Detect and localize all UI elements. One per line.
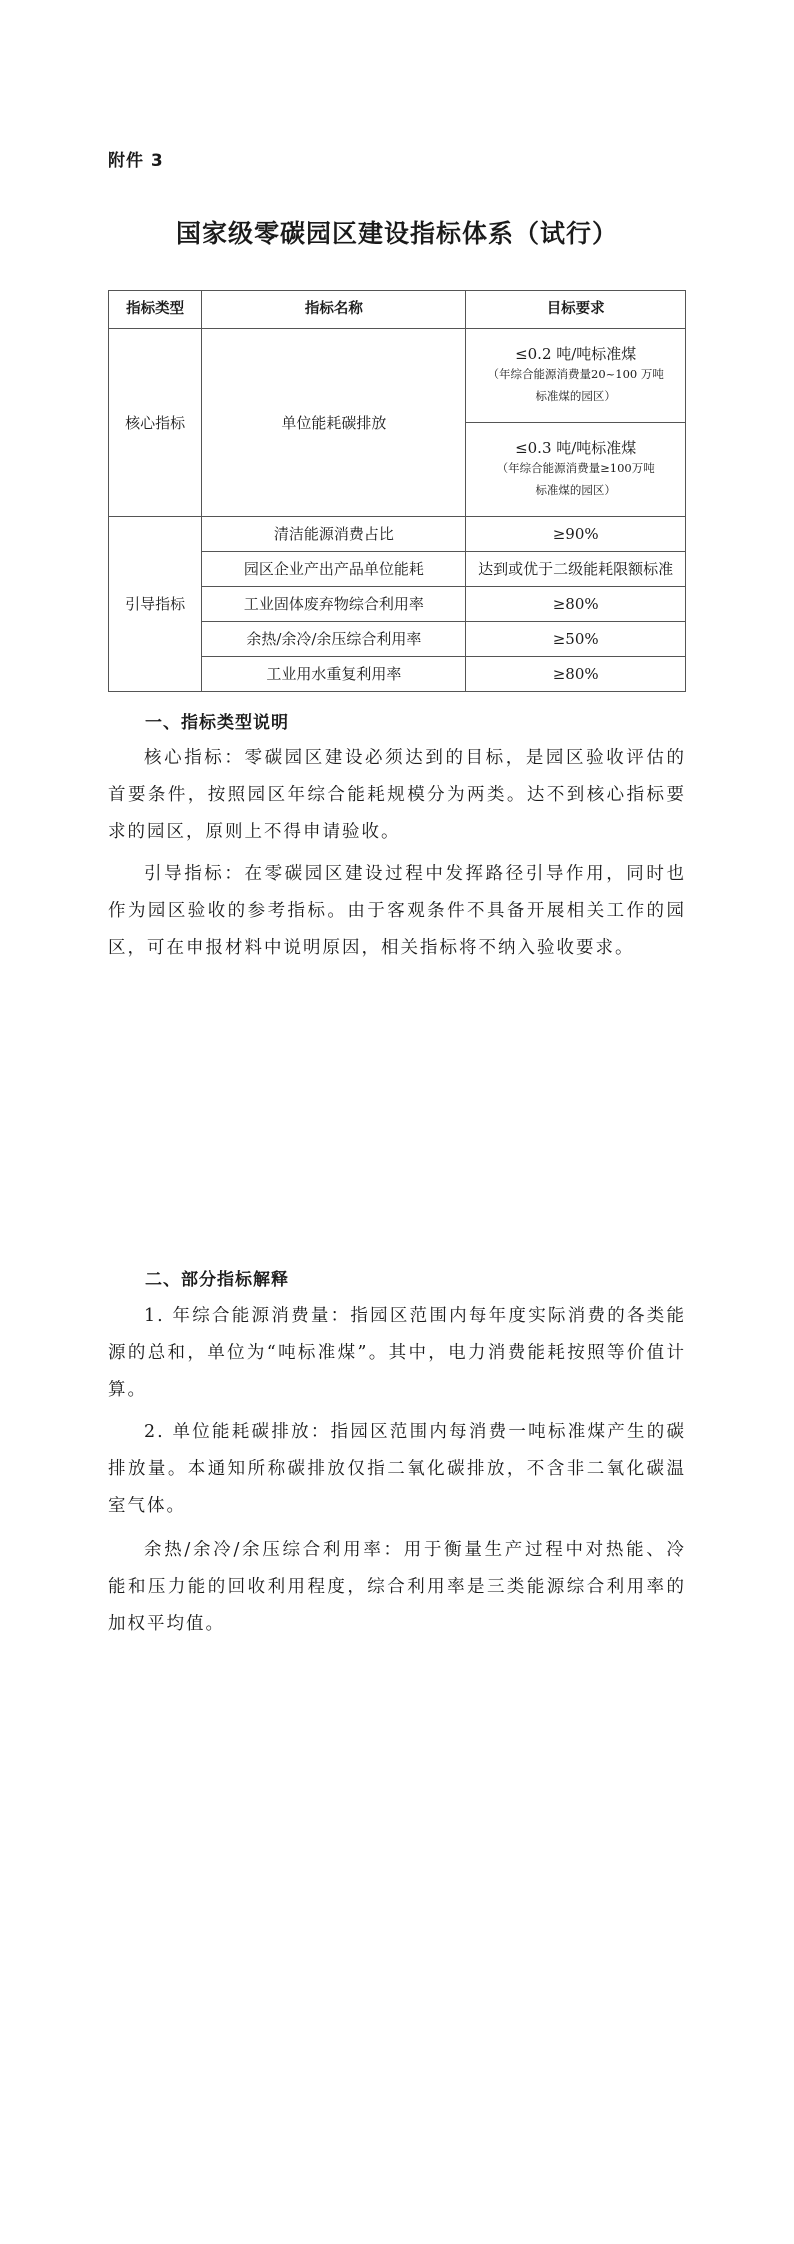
guide-name-cell: 清洁能源消费占比 xyxy=(202,517,466,552)
paragraph-text: 在零碳园区建设过程中发挥路径引导作用，同时也作为园区验收的参考指标。由于客观条件不具备开展相关工作的园区，可在申报材料中说明原因，相关指标将不纳入验收要求。 xyxy=(108,864,687,958)
paragraph-term: 余热/余冷/余压综合利用率： xyxy=(144,1540,404,1560)
paragraph-text: 指园区范围内每消费一吨标准煤产生的碳排放量。本通知所称碳排放仅指二氧化碳排放，不含非二氧化碳温室气体。 xyxy=(108,1422,686,1516)
core-target-note: 标准煤的园区） xyxy=(535,482,616,497)
guide-name-cell: 余热/余冷/余压综合利用率 xyxy=(202,622,466,657)
paragraph-term: 引导指标： xyxy=(144,864,245,884)
paragraph-text: 零碳园区建设必须达到的目标，是园区验收评估的首要条件，按照园区年综合能耗规模分为两类。达不到核心指标要求的园区，原则上不得申请验收。 xyxy=(108,748,687,842)
core-name-cell: 单位能耗碳排放 xyxy=(202,329,466,517)
guide-type-cell: 引导指标 xyxy=(109,517,202,692)
table-row xyxy=(109,517,686,552)
paragraph-text: 用于衡量生产过程中对热能、冷能和压力能的回收利用程度，综合利用率是三类能源综合利用率的加权平均值。 xyxy=(108,1540,686,1634)
section-heading: 一、指标类型说明 xyxy=(145,713,289,733)
core-target-note: 标准煤的园区） xyxy=(535,388,616,403)
core-type-cell: 核心指标 xyxy=(109,329,202,517)
paragraph-term: 2. 单位能耗碳排放： xyxy=(144,1422,331,1442)
paragraph xyxy=(108,856,686,967)
paragraph-term: 核心指标： xyxy=(144,748,245,768)
paragraph xyxy=(108,740,686,851)
guide-target-cell: ≥80% xyxy=(466,587,686,622)
indicator-table xyxy=(108,290,686,692)
core-target-cell xyxy=(466,329,686,423)
guide-name-cell: 园区企业产出产品单位能耗 xyxy=(202,552,466,587)
header-target: 目标要求 xyxy=(466,291,686,329)
table-header-row xyxy=(109,291,686,329)
attachment-label: 附件 3 xyxy=(108,151,164,171)
guide-name-cell: 工业固体废弃物综合利用率 xyxy=(202,587,466,622)
paragraph xyxy=(108,1414,686,1525)
table-row xyxy=(109,329,686,423)
guide-target-cell: 达到或优于二级能耗限额标准 xyxy=(466,552,686,587)
core-target-value: ≤0.3 吨/吨标准煤 xyxy=(515,438,637,457)
guide-target-cell: ≥80% xyxy=(466,657,686,692)
core-target-value: ≤0.2 吨/吨标准煤 xyxy=(515,344,637,363)
document-title: 国家级零碳园区建设指标体系（试行） xyxy=(175,219,618,248)
paragraph-term: 1. 年综合能源消费量： xyxy=(144,1306,351,1326)
section-heading: 二、部分指标解释 xyxy=(145,1270,289,1290)
paragraph xyxy=(108,1532,686,1643)
paragraph xyxy=(108,1298,686,1409)
paragraph-text: 指园区范围内每年度实际消费的各类能源的总和，单位为“吨标准煤”。其中，电力消费能耗按照等价值计算。 xyxy=(108,1306,687,1400)
guide-target-cell: ≥90% xyxy=(466,517,686,552)
header-name: 指标名称 xyxy=(202,291,466,329)
guide-name-cell: 工业用水重复利用率 xyxy=(202,657,466,692)
core-target-cell xyxy=(466,423,686,517)
core-target-note: （年综合能源消费量20~100 万吨 xyxy=(487,366,664,381)
guide-target-cell: ≥50% xyxy=(466,622,686,657)
core-target-note: （年综合能源消费量≥100万吨 xyxy=(496,460,655,475)
header-type: 指标类型 xyxy=(109,291,202,329)
